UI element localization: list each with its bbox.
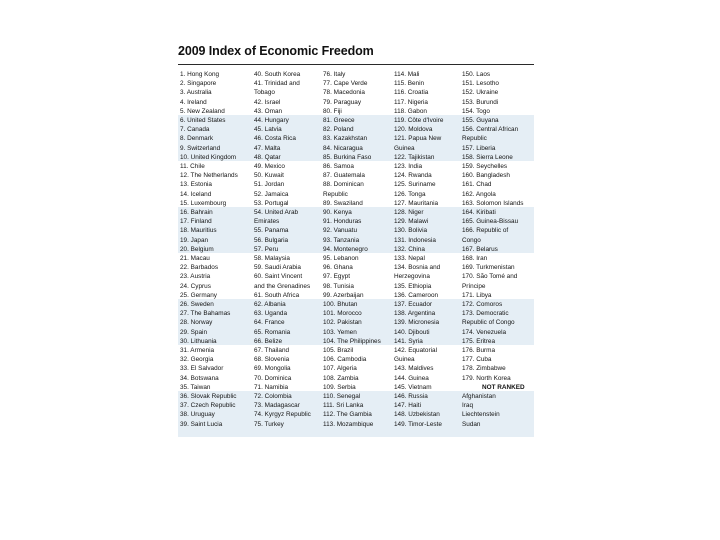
country-entry: 58. Malaysia xyxy=(254,255,290,262)
country-entry: 11. Chile xyxy=(180,163,205,170)
country-entry: 148. Uzbekistan xyxy=(394,411,440,419)
country-entry: 67. Thailand xyxy=(254,347,290,354)
country-entry: 103. Yemen xyxy=(323,328,357,336)
country-entry: 74. Kyrgyz Republic xyxy=(254,411,311,419)
country-entry: 171. Libya xyxy=(462,291,492,299)
country-entry: 3. Australia xyxy=(180,89,212,97)
not-ranked-heading: NOT RANKED xyxy=(482,383,525,391)
country-entry: Republic xyxy=(462,135,487,143)
country-entry: 17. Finland xyxy=(180,218,212,226)
country-entry: 170. São Tomé and xyxy=(462,273,518,281)
country-entry: 114. Mali xyxy=(394,71,420,78)
country-entry: 45. Latvia xyxy=(254,126,282,134)
country-entry: 90. Kenya xyxy=(323,209,352,216)
country-entry: 53. Portugal xyxy=(254,199,289,207)
country-entry: Liechtenstein xyxy=(462,411,500,419)
country-entry: 15. Luxembourg xyxy=(180,199,227,207)
country-entry: Iraq xyxy=(462,402,474,410)
country-entry: 65. Romania xyxy=(254,328,291,336)
country-entry: 160. Bangladesh xyxy=(462,172,510,180)
country-entry: 120. Moldova xyxy=(394,126,433,134)
country-entry: 59. Saudi Arabia xyxy=(254,264,301,272)
country-entry: 68. Slovenia xyxy=(254,356,290,364)
country-entry: 123. India xyxy=(394,163,423,170)
country-entry: 126. Tonga xyxy=(394,190,426,198)
country-entry: 18. Mauritius xyxy=(180,227,217,235)
country-entry: 113. Mozambique xyxy=(323,420,374,428)
country-entry: 139. Micronesia xyxy=(394,319,440,327)
country-entry: 165. Guinea-Bissau xyxy=(462,218,519,226)
country-entry: 29. Spain xyxy=(180,328,208,336)
country-entry: 96. Ghana xyxy=(323,264,353,272)
country-entry: 43. Oman xyxy=(254,107,283,115)
country-entry: 57. Peru xyxy=(254,245,279,253)
country-entry: 78. Macedonia xyxy=(323,89,365,97)
country-entry: 49. Mexico xyxy=(254,163,285,170)
country-entry: 140. Djibouti xyxy=(394,328,430,336)
country-entry: 50. Kuwait xyxy=(254,172,284,180)
country-entry: 150. Laos xyxy=(462,71,491,78)
country-entry: 13. Estonia xyxy=(180,181,212,189)
country-entry: 46. Costa Rica xyxy=(254,135,296,143)
country-entry: 177. Cuba xyxy=(462,356,492,364)
country-entry: 166. Republic of xyxy=(462,227,509,235)
country-entry: 130. Bolivia xyxy=(394,227,428,235)
country-entry: 86. Samoa xyxy=(323,163,354,170)
country-entry: 39. Saint Lucia xyxy=(180,420,223,428)
country-entry: 168. Iran xyxy=(462,255,488,262)
country-entry: 25. Germany xyxy=(180,291,217,299)
country-entry: 99. Azerbaijan xyxy=(323,291,364,299)
country-entry: and the Grenadines xyxy=(254,282,311,290)
country-entry: 125. Suriname xyxy=(394,181,436,189)
country-entry: 40. South Korea xyxy=(254,71,301,78)
country-entry: Sudan xyxy=(462,420,481,428)
country-entry: 129. Malawi xyxy=(394,218,429,226)
country-entry: 1. Hong Kong xyxy=(180,71,220,78)
country-entry: 162. Angola xyxy=(462,190,496,198)
country-entry: 28. Norway xyxy=(180,319,213,327)
country-entry: 19. Japan xyxy=(180,236,209,244)
country-entry: 101. Morocco xyxy=(323,310,362,318)
country-entry: 9. Switzerland xyxy=(180,144,221,152)
country-entry: Herzegovina xyxy=(394,273,430,281)
country-entry: 178. Zimbabwe xyxy=(462,365,506,373)
country-entry: 144. Guinea xyxy=(394,374,429,382)
country-entry: 159. Seychelles xyxy=(462,163,508,170)
country-entry: 88. Dominican xyxy=(323,181,364,189)
country-entry: Tobago xyxy=(254,89,275,97)
country-entry: 102. Pakistan xyxy=(323,319,362,327)
country-entry: 95. Lebanon xyxy=(323,255,359,262)
country-entry: 119. Côte d'Ivoire xyxy=(394,117,444,124)
country-entry: 128. Niger xyxy=(394,209,424,216)
country-entry: 92. Vanuatu xyxy=(323,227,357,235)
country-entry: 122. Tajikistan xyxy=(394,153,435,161)
country-entry: 112. The Gambia xyxy=(323,411,372,419)
country-entry: Príncipe xyxy=(462,282,486,290)
country-entry: 37. Czech Republic xyxy=(180,402,236,410)
country-entry: 153. Burundi xyxy=(462,98,499,106)
country-entry: 115. Benin xyxy=(394,80,425,88)
country-entry: 61. South Africa xyxy=(254,291,300,299)
country-entry: 27. The Bahamas xyxy=(180,310,231,318)
country-entry: 76. Italy xyxy=(323,71,346,78)
country-entry: 149. Timor-Leste xyxy=(394,420,442,428)
country-entry: 143. Maldives xyxy=(394,365,434,373)
country-entry: 21. Macau xyxy=(180,255,210,262)
country-entry: 34. Botswana xyxy=(180,374,219,382)
country-entry: 30. Lithuania xyxy=(180,337,217,345)
country-entry: 26. Sweden xyxy=(180,301,214,308)
country-entry: Guinea xyxy=(394,144,415,152)
country-entry: 118. Gabon xyxy=(394,107,427,115)
country-entry: 147. Haiti xyxy=(394,402,421,410)
country-entry: 84. Nicaragua xyxy=(323,144,363,152)
country-entry: 141. Syria xyxy=(394,337,423,345)
country-entry: 33. El Salvador xyxy=(180,365,224,373)
country-entry: 110. Senegal xyxy=(323,393,361,400)
country-entry: 106. Cambodia xyxy=(323,356,367,364)
country-entry: 174. Venezuela xyxy=(462,328,507,336)
country-entry: 158. Sierra Leone xyxy=(462,153,513,161)
country-entry: 22. Barbados xyxy=(180,264,219,272)
country-entry: 135. Ethiopia xyxy=(394,282,432,290)
country-entry: 62. Albania xyxy=(254,301,286,308)
country-entry: 36. Slovak Republic xyxy=(180,393,237,400)
country-entry: 172. Comoros xyxy=(462,301,503,308)
country-entry: 70. Dominica xyxy=(254,374,292,382)
country-entry: 163. Solomon Islands xyxy=(462,199,524,207)
country-entry: 12. The Netherlands xyxy=(180,172,238,180)
country-entry: 73. Madagascar xyxy=(254,402,300,410)
country-entry: 81. Greece xyxy=(323,117,355,124)
country-entry: 138. Argentina xyxy=(394,310,436,318)
country-entry: 79. Paraguay xyxy=(323,98,362,106)
country-entry: 72. Colombia xyxy=(254,393,292,400)
title-divider xyxy=(178,64,534,65)
country-entry: 152. Ukraine xyxy=(462,89,499,97)
country-entry: 38. Uruguay xyxy=(180,411,215,419)
country-entry: Afghanistan xyxy=(462,393,496,400)
country-entry: 10. United Kingdom xyxy=(180,153,237,161)
document-title: 2009 Index of Economic Freedom xyxy=(178,44,374,58)
country-entry: 155. Guyana xyxy=(462,117,499,124)
country-entry: 63. Uganda xyxy=(254,310,288,318)
country-entry: 14. Iceland xyxy=(180,190,212,198)
country-entry: 154. Togo xyxy=(462,107,490,115)
country-entry: 142. Equatorial xyxy=(394,347,437,354)
country-entry: 56. Bulgaria xyxy=(254,236,289,244)
country-entry: 136. Cameroon xyxy=(394,291,439,299)
country-entry: 121. Papua New xyxy=(394,135,442,143)
country-entry: 179. North Korea xyxy=(462,374,511,382)
country-entry: 94. Montenegro xyxy=(323,245,368,253)
country-entry: 164. Kiribati xyxy=(462,209,496,216)
country-entry: 107. Algeria xyxy=(323,365,357,373)
country-entry: 151. Lesotho xyxy=(462,80,499,88)
country-entry: 52. Jamaica xyxy=(254,190,289,198)
country-entry: 71. Namibia xyxy=(254,383,289,391)
country-entry: 66. Belize xyxy=(254,337,283,345)
country-entry: 100. Bhutan xyxy=(323,301,358,308)
country-entry: 69. Mongolia xyxy=(254,365,291,373)
country-entry: 42. Israel xyxy=(254,98,281,106)
country-entry: 131. Indonesia xyxy=(394,236,436,244)
country-entry: 20. Belgium xyxy=(180,245,214,253)
country-entry: 98. Tunisia xyxy=(323,282,354,290)
country-entry: 104. The Philippines xyxy=(323,337,381,345)
country-entry: 105. Brazil xyxy=(323,347,354,354)
country-entry: 124. Rwanda xyxy=(394,172,432,180)
country-entry: 80. Fiji xyxy=(323,107,342,115)
country-entry: 54. United Arab xyxy=(254,209,299,216)
country-entry: 146. Russia xyxy=(394,393,428,400)
country-entry: 16. Bahrain xyxy=(180,209,213,216)
country-entry: 137. Ecuador xyxy=(394,301,433,308)
country-entry: 64. France xyxy=(254,319,285,327)
country-entry: 77. Cape Verde xyxy=(323,80,368,88)
country-entry: 55. Panama xyxy=(254,227,289,235)
country-entry: 87. Guatemala xyxy=(323,172,365,180)
country-entry: Emirates xyxy=(254,218,280,226)
country-entry: 89. Swaziland xyxy=(323,199,363,207)
country-entry: 108. Zambia xyxy=(323,374,359,382)
country-entry: 75. Turkey xyxy=(254,420,284,428)
country-entry: 44. Hungary xyxy=(254,117,289,124)
country-entry: 4. Ireland xyxy=(180,98,207,106)
country-entry: Congo xyxy=(462,236,481,244)
country-entry: 169. Turkmenistan xyxy=(462,264,515,272)
country-entry: 51. Jordan xyxy=(254,181,285,189)
country-entry: 157. Liberia xyxy=(462,144,496,152)
country-entry: Republic xyxy=(323,190,348,198)
country-entry: 2. Singapore xyxy=(180,80,217,88)
country-entry: Republic of Congo xyxy=(462,319,515,327)
country-entry: 111. Sri Lanka xyxy=(323,402,364,410)
country-entry: 167. Belarus xyxy=(462,245,498,253)
country-entry: 175. Eritrea xyxy=(462,337,496,345)
country-entry: 85. Burkina Faso xyxy=(323,153,372,161)
country-entry: Guinea xyxy=(394,356,415,364)
country-entry: 31. Armenia xyxy=(180,347,215,354)
country-entry: 6. United States xyxy=(180,117,226,124)
country-entry: 97. Egypt xyxy=(323,273,351,281)
country-entry: 91. Honduras xyxy=(323,218,362,226)
country-entry: 109. Serbia xyxy=(323,383,356,391)
country-entry: 133. Nepal xyxy=(394,255,425,262)
economic-freedom-index-document xyxy=(178,44,536,500)
country-entry: 117. Nigeria xyxy=(394,98,428,106)
country-entry: 8. Denmark xyxy=(180,135,214,143)
country-entry: 32. Georgia xyxy=(180,356,214,364)
country-entry: 93. Tanzania xyxy=(323,236,360,244)
country-entry: 24. Cyprus xyxy=(180,282,211,290)
country-entry: 7. Canada xyxy=(180,126,210,134)
country-entry: 47. Malta xyxy=(254,144,281,152)
country-entry: 127. Mauritania xyxy=(394,199,439,207)
country-entry: 132. China xyxy=(394,245,425,253)
country-entry: 83. Kazakhstan xyxy=(323,135,368,143)
country-entry: 23. Austria xyxy=(180,273,211,281)
country-entry: 35. Taiwan xyxy=(180,383,211,391)
country-entry: 48. Qatar xyxy=(254,153,281,161)
country-entry: 176. Burma xyxy=(462,347,496,354)
country-entry: 156. Central African xyxy=(462,126,519,134)
country-entry: 134. Bosnia and xyxy=(394,264,441,272)
country-entry: 5. New Zealand xyxy=(180,107,225,115)
country-entry: 173. Democratic xyxy=(462,310,509,318)
country-entry: 41. Trinidad and xyxy=(254,80,300,88)
country-entry: 116. Croatia xyxy=(394,89,429,97)
country-entry: 161. Chad xyxy=(462,181,492,189)
country-entry: 145. Vietnam xyxy=(394,383,432,391)
country-entry: 82. Poland xyxy=(323,126,354,134)
country-entry: 60. Saint Vincent xyxy=(254,273,303,281)
